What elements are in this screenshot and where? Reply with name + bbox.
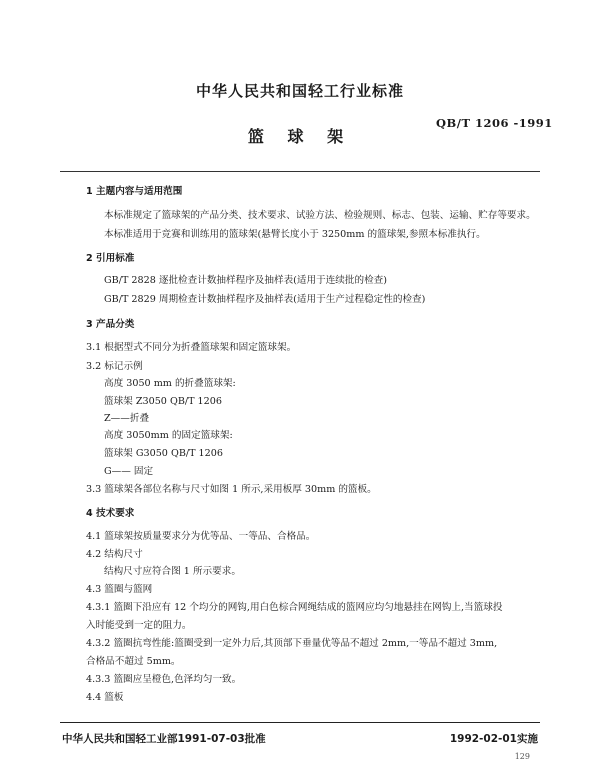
text-line: 入时能受到一定的阻力。 [86,620,192,631]
text-line: G—— 固定 [104,466,154,477]
page-number: 129 [514,752,530,761]
effective-date: 1992-02-01实施 [449,733,538,745]
text-line: 3.1 根据型式不同分为折叠篮球架和固定篮球架。 [86,342,297,353]
text-line: 3.2 标记示例 [86,361,143,372]
text-line: 4.4 篮板 [86,692,124,703]
issuing-organization: 中华人民共和国轻工行业标准 [195,82,404,100]
text-line: 篮球架 G3050 QB/T 1206 [104,448,223,459]
text-line: 结构尺寸应符合图 1 所示要求。 [104,566,241,577]
footer-divider [60,722,540,723]
text-line: GB/T 2828 逐批检查计数抽样程序及抽样表(适用于连续批的检查) [104,275,388,286]
section-heading: 2 引用标准 [86,253,135,264]
text-line: 本标准适用于竞赛和训练用的篮球架(悬臂长度小于 3250mm 的篮球架,参照本标准执行。 [104,229,486,240]
text-line: 篮球架 Z3050 QB/T 1206 [104,396,222,407]
text-line: GB/T 2829 周期检查计数抽样程序及抽样表(适用于生产过程稳定性的检查) [104,294,426,305]
text-line: 3.3 篮球架各部位名称与尺寸如图 1 所示,采用板厚 30mm 的篮板。 [86,484,377,495]
document-title: 篮 球 架 [247,127,353,146]
text-line: 高度 3050 mm 的折叠篮球架: [104,378,236,389]
section-heading: 1 主题内容与适用范围 [86,186,183,197]
text-line: 4.3.2 篮圈抗弯性能:篮圈受到一定外力后,其顶部下垂量优等品不超过 2mm,一等品不超过 3mm, [86,638,498,649]
text-line: 本标准规定了篮球架的产品分类、技术要求、试验方法、检验规则、标志、包装、运输、贮存等要求。 [104,210,536,221]
text-line: 4.3.3 篮圈应呈橙色,色泽均匀一致。 [86,674,242,685]
text-line: 4.1 篮球架按质量要求分为优等品、一等品、合格品。 [86,531,316,542]
header-divider [60,171,540,172]
text-line: 合格品不超过 5mm。 [86,656,181,667]
text-line: 4.3 篮圈与篮网 [86,584,153,595]
text-line: Z——折叠 [104,413,150,424]
standard-code: QB/T 1206 -1991 [436,116,553,130]
section-heading: 3 产品分类 [86,319,135,330]
section-heading: 4 技术要求 [86,508,135,519]
text-line: 4.3.1 篮圈下沿应有 12 个均分的网钩,用白色棕合网绳结成的篮网应均匀地悬挂在网钩上,当篮球投 [86,602,503,613]
text-line: 高度 3050mm 的固定篮球架: [104,430,233,441]
text-line: 4.2 结构尺寸 [86,549,143,560]
approval-line: 中华人民共和国轻工业部1991-07-03批准 [62,733,266,745]
